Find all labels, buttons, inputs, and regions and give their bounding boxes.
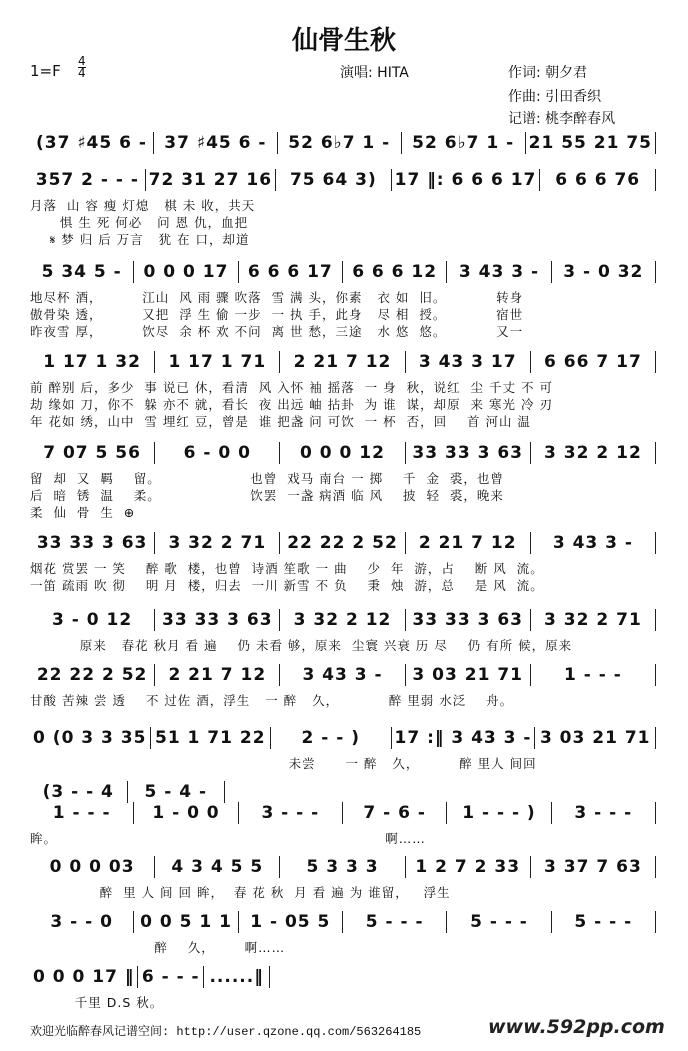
- measure: 3 32 2 71: [531, 609, 656, 631]
- measure: 5 - - -: [552, 911, 656, 933]
- music-row: [30, 351, 656, 373]
- lyric-line: 醉 里 人 间 回 眸， 春 花 秋 月 看 遍 为 谁留， 浮生: [30, 885, 451, 900]
- measure: ......‖: [204, 966, 270, 988]
- measure: 1 - - - ): [447, 802, 551, 824]
- measure: 37 ♯45 6 -: [154, 132, 278, 154]
- music-row: [30, 781, 225, 803]
- measure: 3 03 21 71: [535, 727, 656, 749]
- lyric-line: 地尽杯 酒， 江山 风 雨 骤 吹落 雪 满 头，你素 衣 如 旧。 转身: [30, 290, 524, 305]
- measure: 3 - - -: [239, 802, 343, 824]
- lyric-line: 月落 山 容 瘦 灯熄 棋 未 收，共天: [30, 198, 256, 213]
- lyric-line: 傲骨染 透， 又把 浮 生 偷 一步 一 执 手，此身 尽 相 授。 宿世: [30, 307, 524, 322]
- song-title: 仙骨生秋: [291, 26, 396, 56]
- measure: 5 - - -: [343, 911, 447, 933]
- measure: 2 - - ): [271, 727, 392, 749]
- measure: 6 6 6 76: [540, 169, 656, 191]
- singer: 演唱: HITA: [340, 65, 409, 81]
- measure: 7 - 6 -: [343, 802, 447, 824]
- music-row: [30, 169, 656, 191]
- measure: 0 0 0 17: [134, 261, 238, 283]
- measure: 3 03 21 71: [406, 664, 531, 686]
- measure: 3 43 3 -: [447, 261, 551, 283]
- measure: 33 33 3 63: [406, 442, 531, 464]
- lyric-line: 劫 缘如 刀，你不 躲 亦不 就，看长 夜 出远 岫 拈卦 为 谁 谋，却原 来 寒光 冷 刃: [30, 397, 553, 412]
- measure: 3 - - 0: [30, 911, 134, 933]
- measure: 1 17 1 32: [30, 351, 155, 373]
- measure: 1 2 7 2 33: [406, 856, 531, 878]
- lyric-line: 眸。 啊……: [30, 831, 426, 846]
- time-sig-top: 4: [78, 54, 86, 68]
- measure: 3 37 7 63: [531, 856, 656, 878]
- measure: 3 43 3 -: [280, 664, 405, 686]
- measure: 1 - 05 5: [239, 911, 343, 933]
- measure: 1 17 1 71: [155, 351, 280, 373]
- measure: 1 - - -: [531, 664, 656, 686]
- measure: 7 07 5 56: [30, 442, 155, 464]
- lyric-line: 留 却 又 羁 留。 也曾 戏马 南台 一 掷 千 金 裘，也曾: [30, 471, 504, 486]
- time-signature: [78, 56, 86, 79]
- measure: 75 64 3): [276, 169, 392, 191]
- key-signature: 1=F: [30, 62, 61, 80]
- measure: (3 - - 4: [30, 781, 128, 803]
- lyric-line: 未尝 一 醉 久， 醉 里人 间回: [30, 756, 537, 771]
- music-row: [30, 132, 656, 154]
- music-row: [30, 966, 270, 988]
- music-row: [30, 802, 656, 824]
- measure: 3 32 2 71: [155, 532, 280, 554]
- measure: 17 :‖ 3 43 3 -: [392, 727, 536, 749]
- measure: 2 21 7 12: [155, 664, 280, 686]
- measure: 17 ‖: 6 6 6 17: [392, 169, 541, 191]
- measure: 52 6♭7 1 -: [402, 132, 526, 154]
- measure: 6 - 0 0: [155, 442, 280, 464]
- lyric-line: 年 花如 绣，山中 雪 埋红 豆，曾是 谁 把盏 问 可饮 一 杯 否，回 首 河山 温: [30, 414, 531, 429]
- measure: 22 22 2 52: [30, 664, 155, 686]
- music-row: [30, 911, 656, 933]
- measure: 6 - - -: [138, 966, 204, 988]
- measure: 72 31 27 16: [146, 169, 276, 191]
- lyric-line: 烟花 赏罢 一 笑 醉 歌 楼，也曾 诗酒 笙歌 一 曲 少 年 游，占 断 风 流。: [30, 561, 544, 576]
- measure: 3 - 0 32: [552, 261, 656, 283]
- measure: 4 3 4 5 5: [155, 856, 280, 878]
- measure: (37 ♯45 6 -: [30, 132, 154, 154]
- measure: 33 33 3 63: [155, 609, 280, 631]
- composer: 作曲: 引田香织: [508, 89, 602, 105]
- measure: 3 43 3 17: [406, 351, 531, 373]
- measure: 6 66 7 17: [531, 351, 656, 373]
- footer-link[interactable]: 欢迎光临醉春风记谱空间: http://user.qzone.qq.com/563264185: [30, 1025, 422, 1039]
- lyric-line: 后 暗 锈 温 柔。 饮罢 一盏 病酒 临 风 披 轻 裘，晚来: [30, 488, 504, 503]
- measure: 0 0 5 1 1: [134, 911, 238, 933]
- lyric-line: 昨夜雪 厚， 饮尽 余 杯 欢 不问 离 世 愁，三途 水 悠 悠。 又一: [30, 324, 524, 339]
- lyric-line: 一笛 疏雨 吹 彻 明 月 楼，归去 一川 新雪 不 负 秉 烛 游，总 是 风 流。: [30, 578, 544, 593]
- measure: 5 - 4 -: [128, 781, 226, 803]
- measure: 357 2 - - -: [30, 169, 146, 191]
- lyric-line: 醉 久， 啊……: [30, 940, 286, 955]
- lyric-line: 原来 春花 秋月 看 遍 仍 未看 够，原来 尘寰 兴衰 历 尽 仍 有所 候，原来: [30, 638, 573, 653]
- measure: 3 32 2 12: [280, 609, 405, 631]
- measure: 22 22 2 52: [280, 532, 405, 554]
- measure: 0 0 0 17 ‖: [30, 966, 138, 988]
- lyric-line: 柔 仙 骨 生 ⊕: [30, 505, 136, 520]
- music-row: [30, 727, 656, 749]
- measure: 6 6 6 12: [343, 261, 447, 283]
- transcriber: 记谱: 桃李醉春风: [508, 111, 616, 127]
- lyric-line: 前 醉别 后，多少 事 说已 休，看清 风 入怀 袖 摇落 一 身 秋，说红 尘 千丈 不 可: [30, 380, 553, 395]
- measure: 2 21 7 12: [406, 532, 531, 554]
- music-row: [30, 261, 656, 283]
- measure: 33 33 3 63: [30, 532, 155, 554]
- measure: 5 3 3 3: [280, 856, 405, 878]
- measure: 52 6♭7 1 -: [278, 132, 402, 154]
- measure: 0 0 0 12: [280, 442, 405, 464]
- music-row: [30, 609, 656, 631]
- lyric-line: 惧 生 死 何必 问 恩 仇，血把: [30, 215, 249, 230]
- music-row: [30, 856, 656, 878]
- measure: 6 6 6 17: [239, 261, 343, 283]
- measure: 3 - 0 12: [30, 609, 155, 631]
- time-sig-bottom: 4: [78, 66, 86, 80]
- measure: 21 55 21 75: [526, 132, 656, 154]
- music-row: [30, 442, 656, 464]
- measure: 3 - - -: [552, 802, 656, 824]
- measure: 33 33 3 63: [406, 609, 531, 631]
- measure: 3 32 2 12: [531, 442, 656, 464]
- brand-watermark: www.592pp.com: [488, 1016, 665, 1038]
- music-row: [30, 664, 656, 686]
- measure: 2 21 7 12: [280, 351, 405, 373]
- measure: 5 34 5 -: [30, 261, 134, 283]
- measure: 1 - 0 0: [134, 802, 238, 824]
- measure: 5 - - -: [447, 911, 551, 933]
- lyric-line: 𝄋 梦 归 后 万言 犹 在 口，却道: [30, 232, 250, 247]
- measure: 51 1 71 22: [151, 727, 272, 749]
- music-row: [30, 532, 656, 554]
- measure: 3 43 3 -: [531, 532, 656, 554]
- lyric-line: 甘酸 苦辣 尝 透 不 过佐 酒，浮生 一 醉 久， 醉 里弱 水泛 舟。: [30, 693, 514, 708]
- lyric-line: 千里 D.S 秋。: [30, 995, 164, 1010]
- measure: 0 0 0 03: [30, 856, 155, 878]
- measure: 1 - - -: [30, 802, 134, 824]
- lyricist: 作词: 朝夕君: [508, 65, 588, 81]
- measure: 0 (0 3 3 35: [30, 727, 151, 749]
